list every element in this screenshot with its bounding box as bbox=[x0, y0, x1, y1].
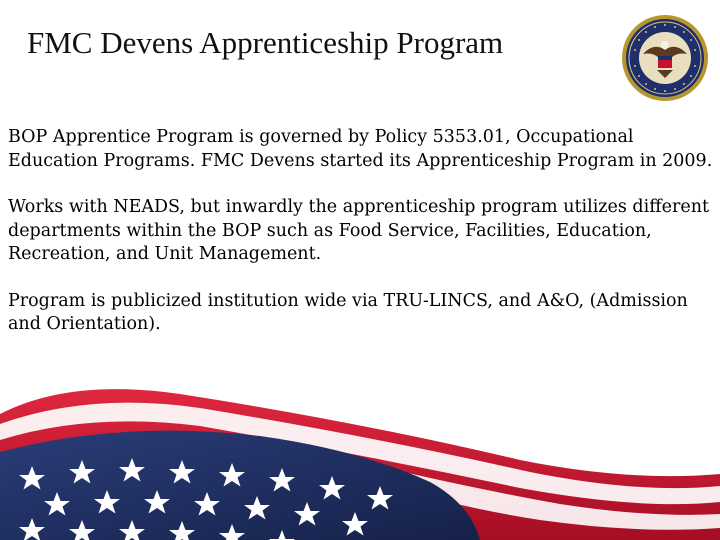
paragraph-policy: BOP Apprentice Program is governed by Policy 5353.01, Occupational Education Programs. FMC Devens started its Apprenticeship Program in 2009. bbox=[8, 127, 713, 171]
slide-title: FMC Devens Apprenticeship Program bbox=[27, 25, 504, 60]
paragraph-neads: Works with NEADS, but inwardly the apprenticeship program utilizes different departments within the BOP such as Food Service, Facilities, Education, Recreation, and Unit Management. bbox=[8, 197, 710, 264]
slide-body bbox=[8, 126, 714, 360]
american-flag-banner bbox=[0, 370, 720, 540]
doj-seal-icon bbox=[621, 14, 709, 102]
paragraph-publicized: Program is publicized institution wide via TRU-LINCS, and A&O, (Admission and Orientation). bbox=[8, 290, 688, 334]
